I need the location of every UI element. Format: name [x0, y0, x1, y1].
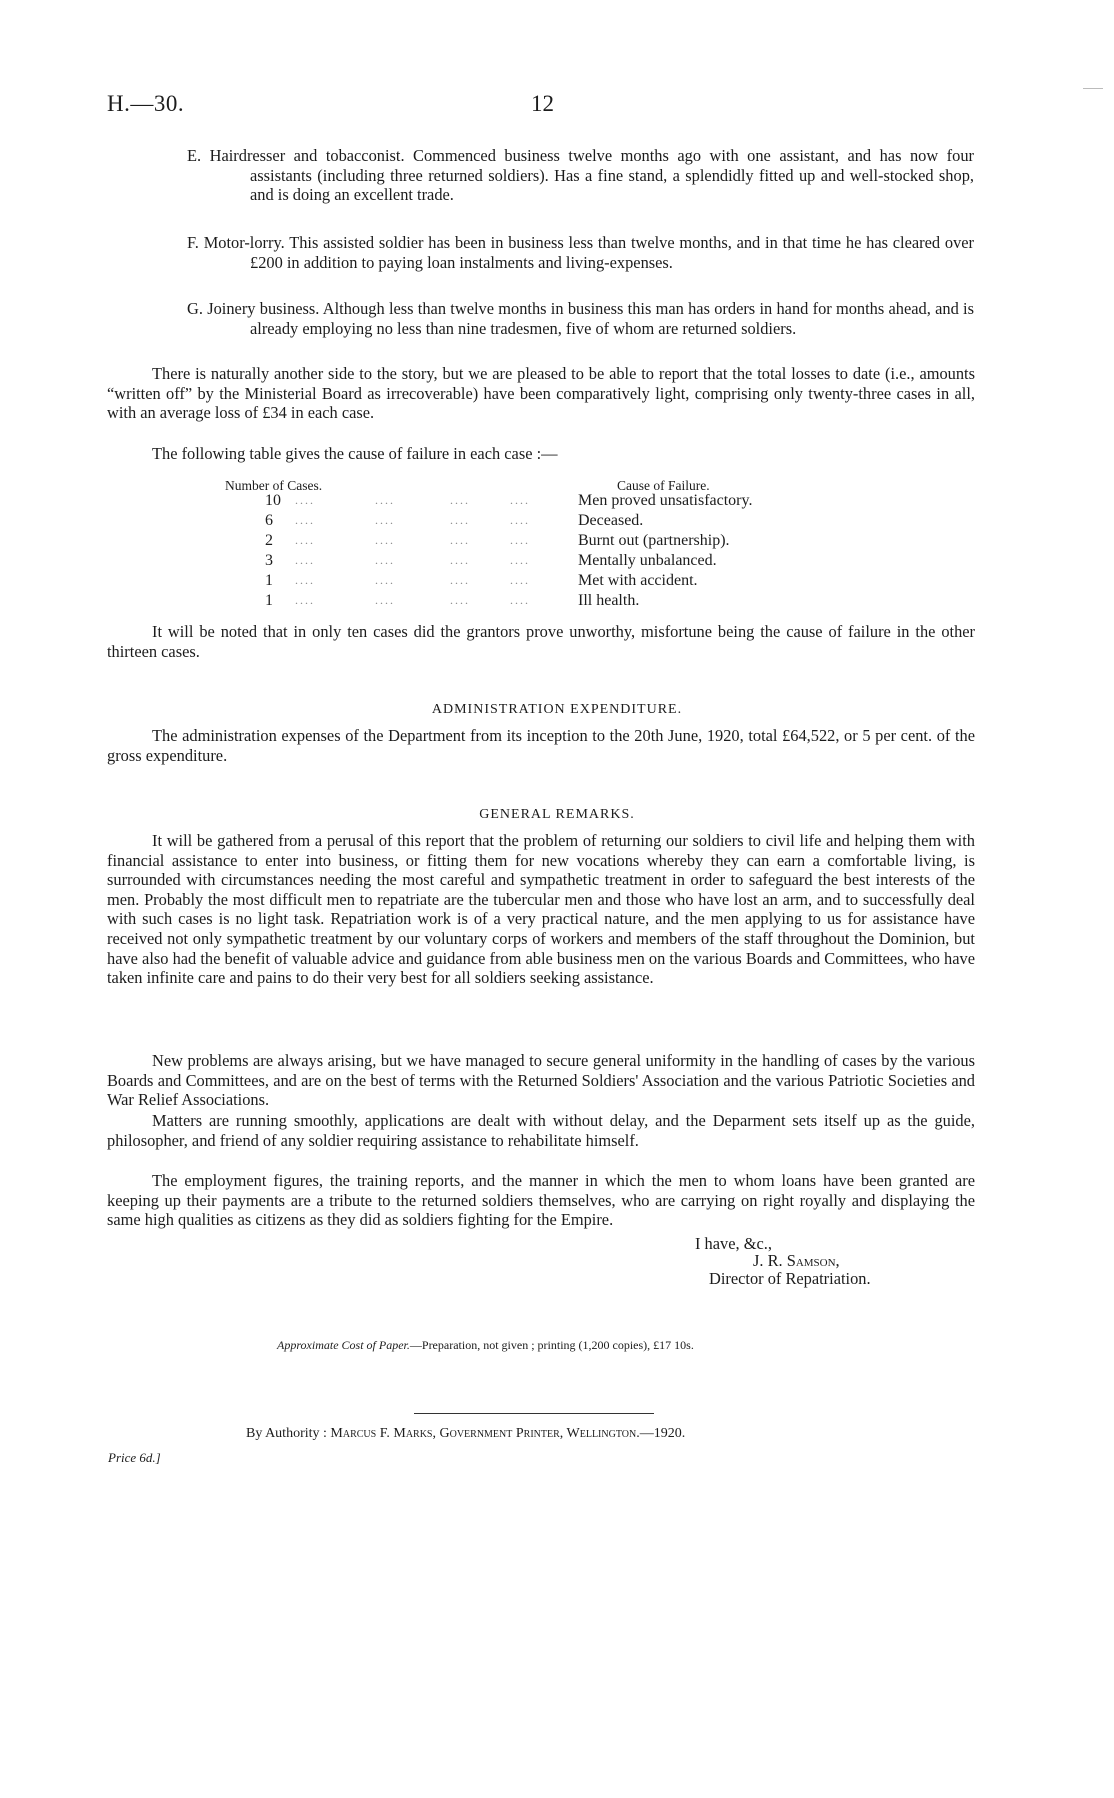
authority-text: Marcus F. Marks, Government Printer, Wellington.—1920. [330, 1426, 686, 1441]
authority-label: By Authority : [246, 1426, 327, 1441]
cost-of-paper [277, 1336, 694, 1356]
table-row [225, 551, 825, 571]
remarks-paragraph: Matters are running smoothly, applications are dealt with without delay, and the Deparment sets itself up as the guide, philosopher, and friend of any soldier requiring assistance to rehabilitate himself. [107, 1111, 975, 1150]
page-number: 12 [531, 91, 554, 116]
case-count: 1 [265, 592, 273, 609]
case-count: 3 [265, 552, 273, 569]
case-label: E. [187, 146, 202, 165]
column-header-cause: Cause of Failure. [617, 478, 710, 493]
case-label: G. [187, 299, 203, 318]
remarks-paragraph: It will be gathered from a perusal of this report that the problem of returning our soldiers to civil life and helping them with financial assistance to enter into business, or fitting them for new vocations whereby they can earn a comfortable living, is surrounded with circumstances needing the most careful and sympathetic treatment in order to safeguard the best interests of the men. Probably the most difficult men to repatriate are the tubercular men and those who have lost an arm, and to successfully deal with such cases is no light task. Repatriation work is of a very practical nature, and the men applying to us for assistance have received not only sympathetic treatment by our voluntary corps of workers and members of the staff throughout the Dominion, but have also had the benefit of valuable advice and guidance from able business men on the various Boards and Committees, who have taken infinite care and pains to do their very best for all soldiers seeking assistance. [107, 831, 975, 988]
salutation: I have, &c., [695, 1234, 772, 1253]
failure-cause: Men proved unsatisfactory. [578, 492, 753, 509]
table-row [225, 571, 825, 591]
table-row [225, 491, 825, 511]
leader-dots: .... .... .... .... [295, 553, 530, 567]
leader-dots: .... .... .... .... [295, 513, 530, 527]
table-row [225, 531, 825, 551]
case-count: 2 [265, 532, 273, 549]
signatory-title: Director of Repatriation. [709, 1269, 871, 1288]
column-header-cases: Number of Cases. [225, 478, 323, 493]
case-entry [187, 299, 974, 338]
admin-heading: ADMINISTRATION EXPENDITURE. [431, 702, 683, 717]
case-entry [187, 146, 974, 205]
leader-dots: .... .... .... .... [295, 533, 530, 547]
cost-text: —Preparation, not given ; printing (1,200 copies), £17 10s. [409, 1338, 694, 1352]
price-note: Price 6d.] [108, 1450, 161, 1465]
case-text: Hairdresser and tobacconist. Commenced business twelve months ago with one assistant, and has now four assistants (including three returned soldiers). Has a fine stand, a splendidly fitted up and well-stocked shop, and is doing an excellent trade. [209, 146, 974, 205]
case-count: 1 [265, 572, 273, 589]
failure-cause: Met with accident. [578, 572, 698, 589]
cost-label: Approximate Cost of Paper. [277, 1338, 410, 1352]
case-text: Motor-lorry. This assisted soldier has been in business less than twelve months, and in that time he has cleared over £200 in addition to paying loan instalments and living-expenses. [203, 233, 974, 272]
failure-cause: Mentally unbalanced. [578, 552, 717, 569]
case-count: 6 [265, 512, 273, 529]
remarks-paragraph: New problems are always arising, but we have managed to secure general uniformity in the handling of cases by the various Boards and Committees, and are on the best of terms with the Returned Soldiers' Association and the various Patriotic Societies and War Relief Associations. [107, 1051, 975, 1110]
case-count: 10 [265, 492, 281, 509]
case-text: Joinery business. Although less than twelve months in business this man has orders in hand for months ahead, and is already employing no less than nine tradesmen, five of whom are returned soldiers. [207, 299, 974, 338]
case-label: F. [187, 233, 199, 252]
table-row [225, 511, 825, 531]
table-row [225, 591, 825, 611]
document-reference: H.—30. [107, 91, 185, 116]
printer-authority [246, 1424, 685, 1444]
admin-paragraph: The administration expenses of the Department from its inception to the 20th June, 1920, total £64,522, or 5 per cent. of the gross expenditure. [107, 726, 975, 765]
table-intro: The following table gives the cause of failure in each case :— [152, 444, 558, 463]
table-note: It will be noted that in only ten cases did the grantors prove unworthy, misfortune being the cause of failure in the other thirteen cases. [107, 622, 975, 661]
failure-cause: Deceased. [578, 512, 644, 529]
remarks-paragraph: The employment figures, the training reports, and the manner in which the men to whom loans have been granted are keeping up their payments are a tribute to the returned soldiers themselves, who are carrying on right royally and displaying the same high qualities as citizens as they did as soldiers fighting for the Empire. [107, 1171, 975, 1230]
signatory-name: J. R. Samson, [753, 1251, 840, 1270]
failure-cause: Burnt out (partnership). [578, 532, 730, 549]
losses-paragraph: There is naturally another side to the story, but we are pleased to be able to report that the total losses to date (i.e., amounts “written off” by the Ministerial Board as irrecoverable) have been comparatively light, comprising only twenty-three cases in all, with an average loss of £34 in each case. [107, 364, 975, 423]
leader-dots: .... .... .... .... [295, 573, 530, 587]
failure-cause: Ill health. [578, 592, 640, 609]
leader-dots: .... .... .... .... [295, 593, 530, 607]
case-entry [187, 233, 974, 272]
leader-dots: .... .... .... .... [295, 493, 530, 507]
remarks-heading: GENERAL REMARKS. [479, 807, 635, 822]
footer-rule [414, 1413, 654, 1414]
edge-mark [1083, 88, 1103, 89]
